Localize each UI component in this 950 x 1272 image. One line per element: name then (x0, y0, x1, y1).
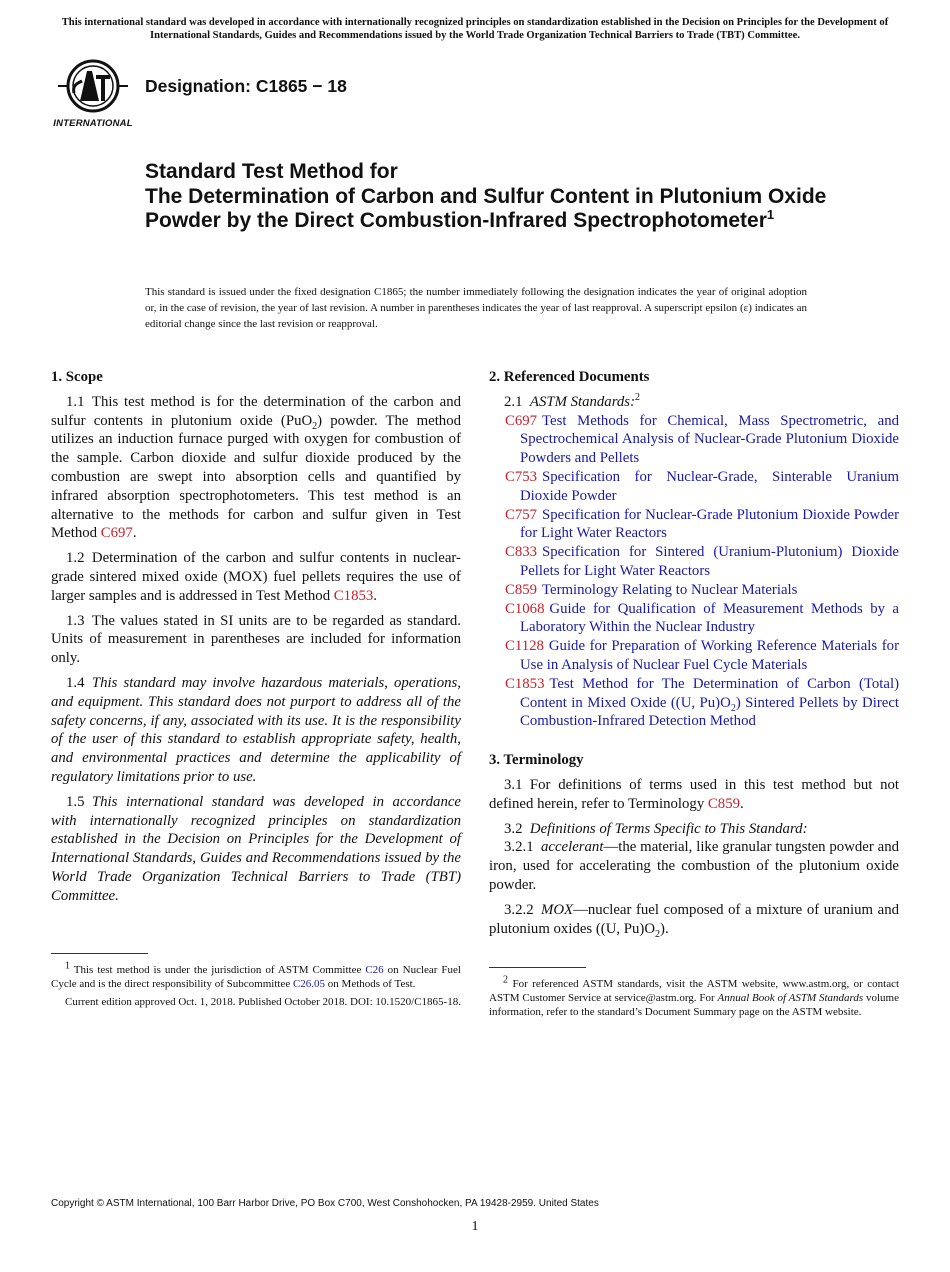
para-number: 1.5 (66, 793, 85, 810)
reference-item (489, 412, 899, 468)
paragraph-1-4 (51, 674, 461, 787)
ref-link-c26[interactable]: C26 (365, 964, 384, 976)
document-title (145, 160, 865, 234)
reference-list (489, 412, 899, 675)
para-text: —the material, like granular tungsten powder and iron, used for accelerating the combustion of the plutonium oxide powder. (489, 839, 899, 893)
reference-title[interactable]: Terminology Relating to Nuclear Materials (542, 581, 798, 598)
subscript: 2 (312, 420, 318, 432)
para-text: This international standard was developed in accordance with internationally recognized principles on standardization established in the Decision on Principles for the Development of International Standards, Guides and Recommendations issued by the World Trade Organization Technical Barriers to Trade (TBT) Committee. (51, 793, 461, 904)
reference-title[interactable]: Specification for Sintered (Uranium-Plutonium) Dioxide Pellets for Light Water Reactors (520, 544, 899, 579)
page-number: 1 (471, 1219, 479, 1234)
edition-note: Current edition approved Oct. 1, 2018. Published October 2018. DOI: 10.1520/C1865-18. (65, 995, 461, 1008)
punct: . (373, 587, 377, 604)
ref-link-c1853[interactable]: C1853 (333, 587, 374, 604)
footnote-mark: 1 (65, 960, 70, 972)
para-number: 1.2 (66, 550, 85, 567)
footnote-mark: 2 (503, 974, 508, 986)
reference-title[interactable]: Specification for Nuclear-Grade Plutonium Dioxide Powder for Light Water Reactors (520, 506, 899, 542)
reference-item (489, 581, 899, 600)
reference-title[interactable]: Guide for Preparation of Working Reference Materials for Use in Analysis of Nuclear Fuel Cycle Materials (520, 638, 899, 673)
para-number: 3.1 (504, 776, 523, 793)
astm-logo (52, 57, 134, 133)
reference-item (489, 600, 899, 638)
para-text: Determination of the carbon and sulfur contents in nuclear-grade sintered mixed oxide (MOX) fuel pellets requires the use of larger samples and is addressed in Test Method (51, 550, 461, 604)
reference-code[interactable]: C1128 (505, 638, 544, 655)
paragraph-3-2-2 (489, 901, 899, 939)
para-number: 1.3 (66, 612, 85, 629)
footnote-1: $^1$ This test method is under the jurisdiction of ASTM Committee C26 on Nuclear Fuel Cycle and is the direct responsibility of Subcommittee C26.05 on Methods of Test. Current edition approved Oct. 1, 2018. Published October 2018. DOI: 10.1520/C1865-18. (51, 960, 461, 1008)
ref-link-c859[interactable]: C859 (707, 795, 740, 812)
punct: . (740, 795, 744, 812)
section-heading-terminology: 3. Terminology (489, 752, 584, 769)
para-text: For definitions of terms used in this test method but not defined herein, refer to Terminology (489, 776, 899, 812)
logo-text: INTERNATIONAL (53, 118, 133, 129)
paragraph-3-2 (489, 820, 899, 839)
title-line-1: Standard Test Method for (145, 160, 398, 183)
right-column (489, 368, 899, 938)
reference-title[interactable]: Guide for Qualification of Measurement Methods by a Laboratory Within the Nuclear Industry (520, 600, 899, 636)
para-text: Definitions of Terms Specific to This Standard: (529, 820, 808, 837)
left-column (51, 368, 461, 906)
reference-item (489, 637, 899, 675)
reference-code[interactable]: C1853 (505, 675, 545, 692)
paragraph-1-2 (51, 549, 461, 605)
para-text: This standard may involve hazardous materials, operations, and equipment. This standard does not purport to address all of the safety concerns, if any, associated with its use. It is the responsibility of the user of this standard to establish appropriate safety, health, and environmental practices and determine the applicability of regulatory limitations prior to use. (51, 674, 461, 785)
paragraph-3-1 (489, 776, 899, 814)
para-number: 3.2.1 (504, 839, 534, 856)
footnote-rule-right (489, 967, 586, 968)
para-text: This test method is for the determination of the carbon and sulfur contents in plutonium oxide (PuO (51, 393, 461, 429)
title-footnote-mark: 1 (766, 207, 775, 222)
paragraph-1-5 (51, 793, 461, 906)
reference-item (489, 468, 899, 506)
issuance-note: This standard is issued under the fixed designation C1865; the number immediately following the designation indicates the year of original adoption or, in the case of revision, the year of last revision. A number in parentheses indicates the year of last reapproval. A superscript epsilon (ε) indicates an editorial change since the last revision or reapproval. (145, 286, 807, 330)
reference-title[interactable]: Test Method for The Determination of Carbon (Total) Content in Mixed Oxide ((U, $Pu)O_2$) Sintered Pellets by Direct Combustion-Infrared Detection Method (520, 675, 900, 730)
paragraph-1-3 (51, 612, 461, 668)
para-text: ) powder. The method utilizes an induction furnace purged with oxygen for combustion of the sample. Carbon dioxide and sulfur dioxide produced by the combustion are swept into absorption cells and quantified by infrared absorption spectrophotometers. This test method is an alternative to the methods for carbon and sulfur given in Test Method (51, 412, 462, 542)
wto-notice: This international standard was developed in accordance with internationally recognized principles on standardization established in the Decision on Principles for the Development of International Standards, Guides and Recommendations issued by the World Trade Organization Technical Barriers to Trade (TBT) Committee. (61, 17, 889, 41)
reference-title[interactable]: Specification for Nuclear-Grade, Sinterable Uranium Dioxide Powder (520, 468, 899, 504)
reference-item (489, 543, 899, 581)
subscript: 2 (655, 928, 661, 940)
paragraph-2-1 (489, 393, 899, 412)
reference-code[interactable]: C1068 (505, 600, 545, 617)
paragraph-3-2-1 (489, 838, 899, 894)
reference-code[interactable]: C833 (505, 544, 538, 561)
para-number: 3.2.2 (504, 901, 534, 918)
reference-code[interactable]: C757 (505, 506, 538, 523)
para-number: 2.1 (504, 393, 523, 410)
designation: Designation: C1865 − 18 (145, 76, 347, 96)
title-line-2: The Determination of Carbon and Sulfur Content in Plutonium Oxide Powder by the Direct Combustion-Infrared Spectrophotometer (145, 184, 827, 232)
reference-code[interactable]: C753 (505, 468, 538, 485)
section-heading-scope: 1. Scope (51, 369, 103, 385)
para-number: 1.1 (66, 393, 85, 410)
para-text: The values stated in SI units are to be regarded as standard. Units of measurement in parentheses are included for information only. (51, 612, 461, 667)
para-text: —nuclear fuel composed of a mixture of uranium and plutonium oxides ((U, Pu)O (489, 901, 899, 937)
reference-code[interactable]: C697 (505, 412, 538, 429)
section-heading-referenced-documents: 2. Referenced Documents (489, 369, 650, 385)
para-number: 1.4 (66, 674, 85, 691)
para-text: ASTM Standards: (529, 393, 635, 410)
punct: . (132, 525, 137, 542)
footnote-mark: 2 (635, 391, 640, 403)
copyright-notice: Copyright © ASTM International, 100 Barr Harbor Drive, PO Box C700, West Conshohocken, PA 19428-2959. United States (51, 1198, 599, 1209)
ref-link-c697[interactable]: C697 (100, 525, 133, 542)
reference-code[interactable]: C859 (505, 581, 538, 598)
defined-term: accelerant (541, 839, 604, 856)
defined-term: MOX (541, 901, 574, 918)
reference-title[interactable]: Test Methods for Chemical, Mass Spectrometric, and Spectrochemical Analysis of Nuclear-Grade Plutonium Dioxide Powders and Pellets (520, 412, 899, 467)
paragraph-1-1 (51, 393, 461, 543)
para-text: ). (660, 920, 669, 937)
footnote-2: $^2$ For referenced ASTM standards, visit the ASTM website, www.astm.org, or contact ASTM Customer Service at service@astm.org. For Annual Book of ASTM Standards volume information, refer to the standard’s Document Summary page on the ASTM website. (489, 974, 900, 1018)
ref-link-c26-05[interactable]: C26.05 (292, 977, 326, 990)
para-number: 3.2 (504, 820, 523, 837)
footnote-rule-left (51, 953, 148, 954)
reference-item (489, 675, 899, 731)
reference-item (489, 506, 899, 544)
